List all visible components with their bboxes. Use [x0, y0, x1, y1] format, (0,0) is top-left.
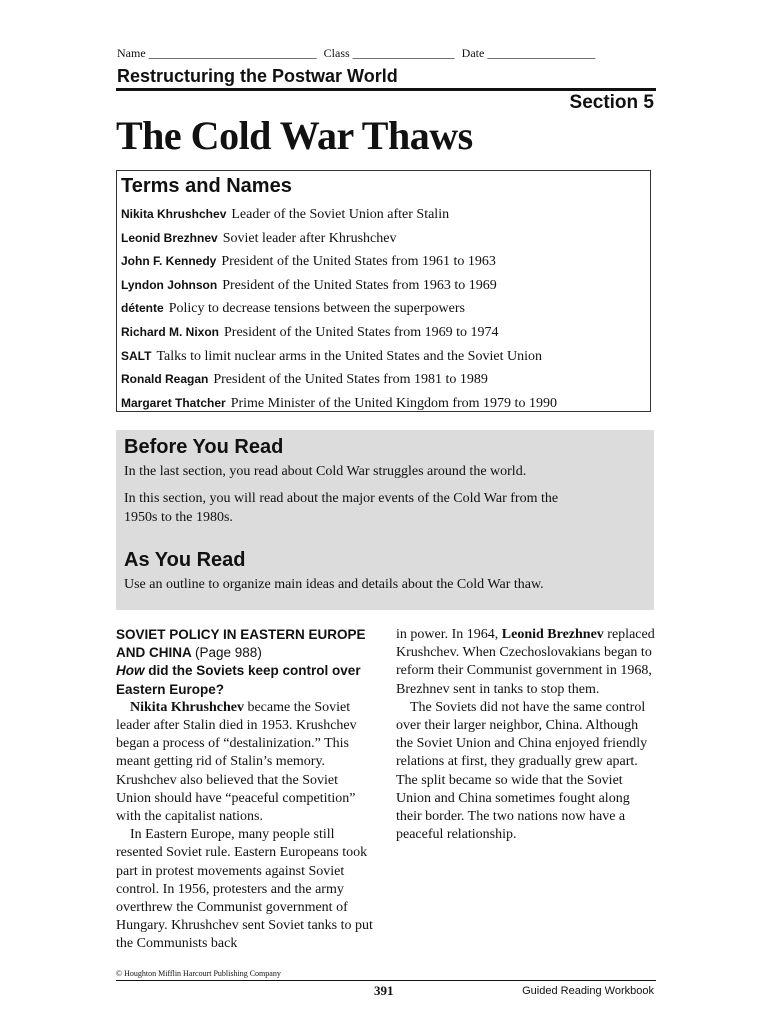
term-row: [121, 202, 650, 226]
term-khrushchev: Nikita Khrushchev: [130, 699, 244, 715]
chapter-title: Restructuring the Postwar World: [117, 66, 398, 86]
term-row: [121, 273, 650, 297]
term-name: Nikita Khrushchev: [121, 207, 227, 221]
guiding-question: [116, 662, 376, 698]
header-rule: [116, 88, 656, 91]
question-text: did the Soviets keep control over Eastern Europe?: [116, 663, 361, 697]
term-name: Leonid Brezhnev: [121, 230, 218, 245]
term-name: SALT: [121, 348, 152, 363]
article-paragraph-1: [116, 699, 376, 826]
before-you-read-para-2: In this section, you will read about the major events of the Cold War from the 1950s to the 1980s.: [124, 491, 559, 525]
term-name: John F. Kennedy: [121, 254, 217, 269]
footer-rule: [116, 980, 656, 981]
page-reference: (Page 988): [195, 645, 262, 661]
term-definition: Leader of the Soviet Union after Stalin: [231, 207, 450, 222]
term-definition: President of the United States from 1961 to 1963: [221, 254, 496, 270]
term-name: Lyndon Johnson: [121, 277, 218, 292]
before-you-read-para-1: In the last section, you read about Cold War struggles around the world.: [124, 464, 527, 479]
before-you-read-box: [116, 430, 654, 610]
term-row: [121, 344, 650, 368]
date-field: Date __________________: [461, 46, 596, 60]
header-fields: [117, 46, 657, 61]
term-row: [121, 249, 650, 273]
page-number: 391: [374, 983, 394, 998]
term-row: [121, 391, 650, 415]
term-definition: President of the United States from 1969 to 1974: [224, 324, 499, 340]
term-name: détente: [121, 301, 164, 316]
paragraph-3-text: replaced Krushchev. When Czechoslovakians began to reform their Communist government in 1968, Brezhnev sent in tanks to stop them.: [396, 627, 655, 697]
class-field: Class _________________: [323, 46, 455, 60]
terms-and-names-box: [116, 170, 651, 412]
term-brezhnev: Leonid Brezhnev: [501, 627, 604, 642]
paragraph-3-lead: in power. In 1964,: [396, 627, 499, 642]
term-definition: President of the United States from 1963 to 1969: [222, 277, 497, 293]
copyright: © Houghton Mifflin Harcourt Publishing Company: [116, 969, 281, 978]
article-paragraph-4: The Soviets did not have the same control over their larger neighbor, China. Although the Soviet Union and China enjoyed friendly relations at first, they gradually grew apart. The split became so wide that the Soviet Union and China sometimes fought along their border. The two nations now have a peaceful relationship.: [396, 699, 648, 843]
question-how: How: [116, 663, 145, 679]
section-label: Section 5: [569, 92, 654, 113]
as-you-read-heading: As You Read: [124, 549, 246, 571]
article-column-left: [116, 626, 376, 954]
article-heading-text: SOVIET POLICY IN EASTERN EUROPE AND CHINA: [116, 627, 366, 661]
term-definition: Talks to limit nuclear arms in the United States and the Soviet Union: [156, 348, 542, 364]
page-title: The Cold War Thaws: [116, 113, 473, 158]
term-name: Margaret Thatcher: [121, 395, 226, 410]
paragraph-1-text: became the Soviet leader after Stalin died in 1953. Krushchev began a process of “destalinization.” This meant getting rid of Stalin’s memory. Krushchev also believed that the Soviet Union should have “peaceful competition” with the capitalist nations.: [116, 699, 357, 825]
term-row: [121, 320, 650, 344]
article-paragraph-3: [396, 626, 656, 699]
name-field: Name ____________________________: [117, 46, 317, 60]
term-definition: Prime Minister of the United Kingdom from 1979 to 1990: [230, 395, 557, 411]
term-definition: Policy to decrease tensions between the superpowers: [168, 301, 465, 317]
terms-heading: Terms and Names: [121, 175, 292, 197]
article-heading: [116, 626, 376, 662]
term-definition: President of the United States from 1981 to 1989: [213, 372, 488, 388]
before-you-read-heading: Before You Read: [124, 436, 284, 458]
term-name: Ronald Reagan: [121, 372, 209, 387]
term-name: Richard M. Nixon: [121, 324, 220, 339]
article-paragraph-2: In Eastern Europe, many people still resented Soviet rule. Eastern Europeans took part in protest movements against Soviet control. In 1956, protesters and the army overthrew the Communist government of Hungary. Khrushchev sent Soviet tanks to put the Communists back: [116, 827, 373, 952]
workbook-title: Guided Reading Workbook: [522, 985, 654, 997]
article-column-right: [396, 626, 656, 844]
term-row: [121, 226, 650, 250]
as-you-read-text: Use an outline to organize main ideas and details about the Cold War thaw.: [124, 577, 544, 592]
term-row: [121, 367, 650, 391]
term-row: [121, 296, 650, 320]
term-definition: Soviet leader after Khrushchev: [222, 230, 397, 246]
